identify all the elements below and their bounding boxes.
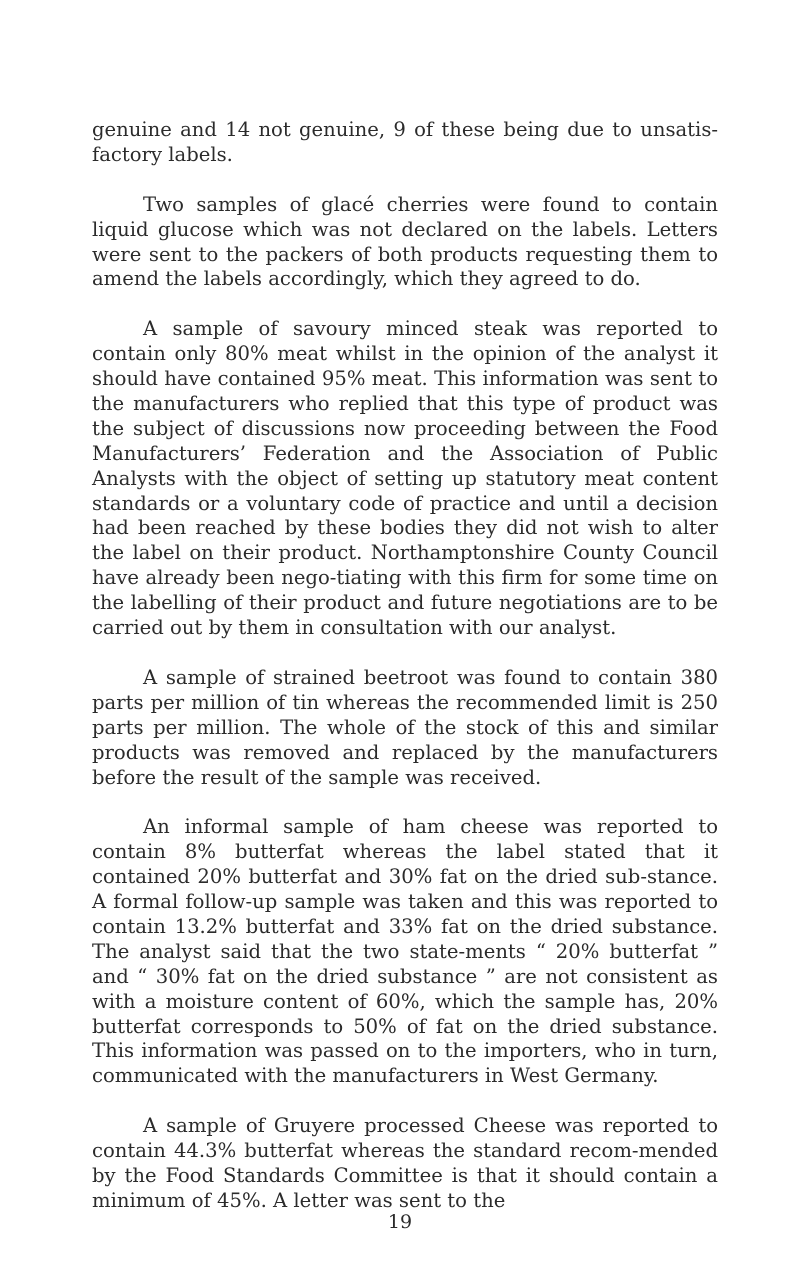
paragraph-strained-beetroot: A sample of strained beetroot was found to contain 380 parts per million of tin whereas the recommended limit is 250 parts per million. The whole of the stock of this and similar products was removed and replaced by the manufacturers before the result of the sample was received. (92, 665, 718, 789)
page-number: 19 (387, 1211, 413, 1233)
paragraph-minced-steak: A sample of savoury minced steak was reported to contain only 80% meat whilst in the opinion of the analyst it should have contained 95% meat. This information was sent to the manufacturers who replied that this type of product was the subject of discussions now proceeding between the Food Manufacturers’ Federation and the Association of Public Analysts with the object of setting up statutory meat content standards or a voluntary code of practice and until a decision had been reached by these bodies they did not wish to alter the label on their product. Northamptonshire County Council have already been nego-tiating with this firm for some time on the labelling of their product and future negotiations are to be carried out by them in consultation with our analyst. (92, 317, 718, 640)
paragraph-glace-cherries: Two samples of glacé cherries were found to contain liquid glucose which was not declared on the labels. Letters were sent to the packers of both products requesting them to amend the labels accordingly, which they agreed to do. (92, 192, 718, 291)
paragraph-continuation: genuine and 14 not genuine, 9 of these being due to unsatis-factory labels. (92, 118, 718, 166)
document-page (92, 118, 718, 1239)
paragraph-gruyere-cheese: A sample of Gruyere processed Cheese was reported to contain 44.3% butterfat whereas the standard recom-mended by the Food Standards Committee is that it should contain a minimum of 45%. A letter was sent to the (92, 1114, 718, 1212)
paragraph-ham-cheese: An informal sample of ham cheese was reported to contain 8% butterfat whereas the label stated that it contained 20% butterfat and 30% fat on the dried sub-stance. A formal follow-up sample was taken and this was reported to contain 13.2% butterfat and 33% fat on the dried substance. The analyst said that the two state-ments “ 20% butterfat ” and “ 30% fat on the dried substance ” are not consistent as with a moisture content of 60%, which the sample has, 20% butterfat corresponds to 50% of fat on the dried substance. This information was passed on to the importers, who in turn, communicated with the manufacturers in West Germany. (92, 815, 718, 1088)
